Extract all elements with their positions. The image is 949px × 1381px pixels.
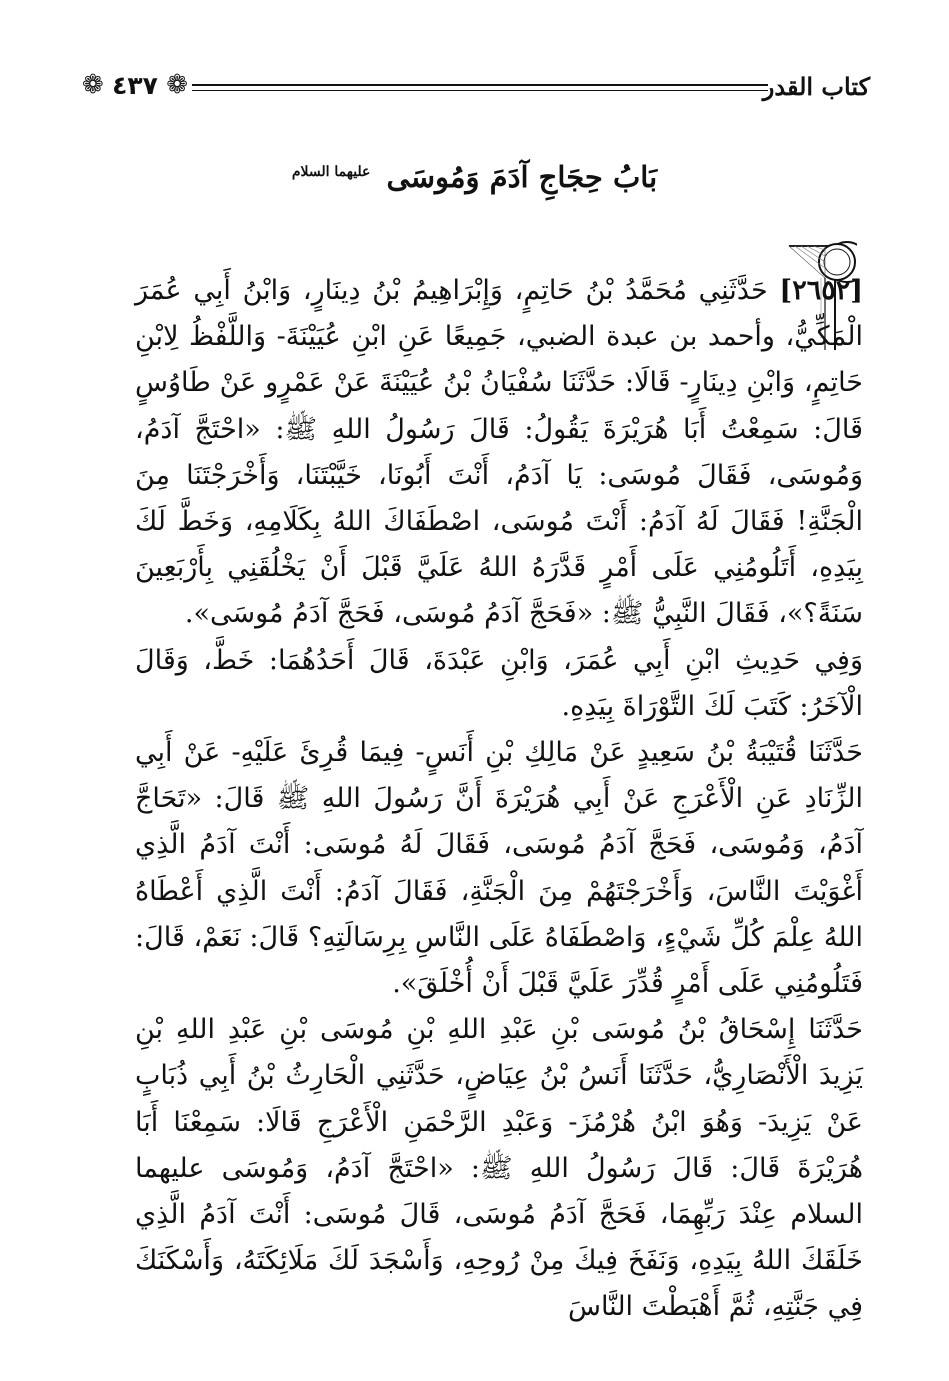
- paragraph-1: [135, 268, 863, 638]
- chapter-title: بَابُ حِجَاجِ آدَمَ وَمُوسَى: [386, 160, 658, 194]
- header-divider: [192, 84, 768, 91]
- paragraph-1-text: حَدَّثَنِي مُحَمَّدُ بْنُ حَاتِمٍ، وَإِبْرَاهِيمُ بْنُ دِينَارٍ، وَابْنُ أَبِي عُمَرَ الْمَكِّيُّ، وأحمد بن عبدة الضبي، جَمِيعًا عَنِ ابْنِ عُيَيْنَةَ- وَاللَّفْظُ لِابْنِ حَاتِمٍ، وَابْنِ دِينَارٍ- قَالَا: حَدَّثَنَا سُفْيَانُ بْنُ عُيَيْنَةَ عَنْ عَمْرٍو عَنْ طَاوُسٍ قَالَ: سَمِعْتُ أَبَا هُرَيْرَةَ يَقُولُ: قَالَ رَسُولُ اللهِ ﷺ: «احْتَجَّ آدَمُ، وَمُوسَى، فَقَالَ مُوسَى: يَا آدَمُ، أَنْتَ أَبُونَا، خَيَّبْتَنَا، وَأَخْرَجْتَنَا مِنَ الْجَنَّةِ! فَقَالَ لَهُ آدَمُ: أَنْتَ مُوسَى، اصْطَفَاكَ اللهُ بِكَلَامِهِ، وَخَطَّ لَكَ بِيَدِهِ، أَتَلُومُنِي عَلَى أَمْرٍ قَدَّرَهُ اللهُ عَلَيَّ قَبْلَ أَنْ يَخْلُقَنِي بِأَرْبَعِينَ سَنَةً؟»، فَقَالَ النَّبِيُّ ﷺ: «فَحَجَّ آدَمُ مُوسَى، فَحَجَّ آدَمُ مُوسَى».: [135, 275, 863, 630]
- paragraph-4: حَدَّثَنَا إِسْحَاقُ بْنُ مُوسَى بْنِ عَبْدِ اللهِ بْنِ مُوسَى بْنِ عَبْدِ اللهِ بْنِ يَزِيدَ الْأَنْصَارِيُّ، حَدَّثَنَا أَنَسُ بْنُ عِيَاضٍ، حَدَّثَنِي الْحَارِثُ بْنُ أَبِي ذُبَابٍ عَنْ يَزِيدَ- وَهُوَ ابْنُ هُرْمُزَ- وَعَبْدِ الرَّحْمَنِ الْأَعْرَجِ قَالَا: سَمِعْنَا أَبَا هُرَيْرَةَ قَالَ: قَالَ رَسُولُ اللهِ ﷺ: «احْتَجَّ آدَمُ، وَمُوسَى عليهما السلام عِنْدَ رَبِّهِمَا، فَحَجَّ آدَمُ مُوسَى، قَالَ مُوسَى: أَنْتَ آدَمُ الَّذِي خَلَقَكَ اللهُ بِيَدِهِ، وَنَفَخَ فِيكَ مِنْ رُوحِهِ، وَأَسْجَدَ لَكَ مَلَائِكَتَهُ، وَأَسْكَنَكَ فِي جَنَّتِهِ، ثُمَّ أَهْبَطْتَ النَّاسَ: [135, 1014, 863, 1323]
- ornament-left-icon: ❁: [82, 70, 104, 100]
- chapter-honorific: عليهما السلام: [291, 164, 371, 181]
- paragraph-3: حَدَّثَنَا قُتَيْبَةُ بْنُ سَعِيدٍ عَنْ مَالِكِ بْنِ أَنَسٍ- فِيمَا قُرِئَ عَلَيْهِ- عَنْ أَبِي الزِّنَادِ عَنِ الْأَعْرَجِ عَنْ أَبِي هُرَيْرَةَ أَنَّ رَسُولَ اللهِ ﷺ قَالَ: «تَحَاجَّ آدَمُ، وَمُوسَى، فَحَجَّ آدَمُ مُوسَى، فَقَالَ لَهُ مُوسَى: أَنْتَ آدَمُ الَّذِي أَغْوَيْتَ النَّاسَ، وَأَخْرَجْتَهُمْ مِنَ الْجَنَّةِ، فَقَالَ آدَمُ: أَنْتَ الَّذِي أَعْطَاهُ اللهُ عِلْمَ كُلِّ شَيْءٍ، وَاصْطَفَاهُ عَلَى النَّاسِ بِرِسَالَتِهِ؟ قَالَ: نَعَمْ، قَالَ: فَتَلُومُنِي عَلَى أَمْرٍ قُدِّرَ عَلَيَّ قَبْلَ أَنْ أُخْلَقَ».: [135, 737, 863, 1000]
- page-number-frame: [82, 68, 188, 102]
- hadith-number: [٢٦٥٢]: [779, 275, 863, 306]
- book-title: كتاب القدر: [762, 72, 870, 101]
- chapter-heading: [0, 160, 949, 194]
- ornament-right-icon: ❁: [166, 70, 188, 100]
- page-number: ٤٣٧: [112, 70, 158, 100]
- paragraph-2: وَفِي حَدِيثِ ابْنِ أَبِي عُمَرَ، وَابْنِ عَبْدَةَ، قَالَ أَحَدُهُمَا: خَطَّ، وَقَالَ الْآخَرُ: كَتَبَ لَكَ التَّوْرَاةَ بِيَدِهِ.: [135, 644, 863, 722]
- page-header: [80, 60, 870, 120]
- hadith-text: [135, 268, 863, 1331]
